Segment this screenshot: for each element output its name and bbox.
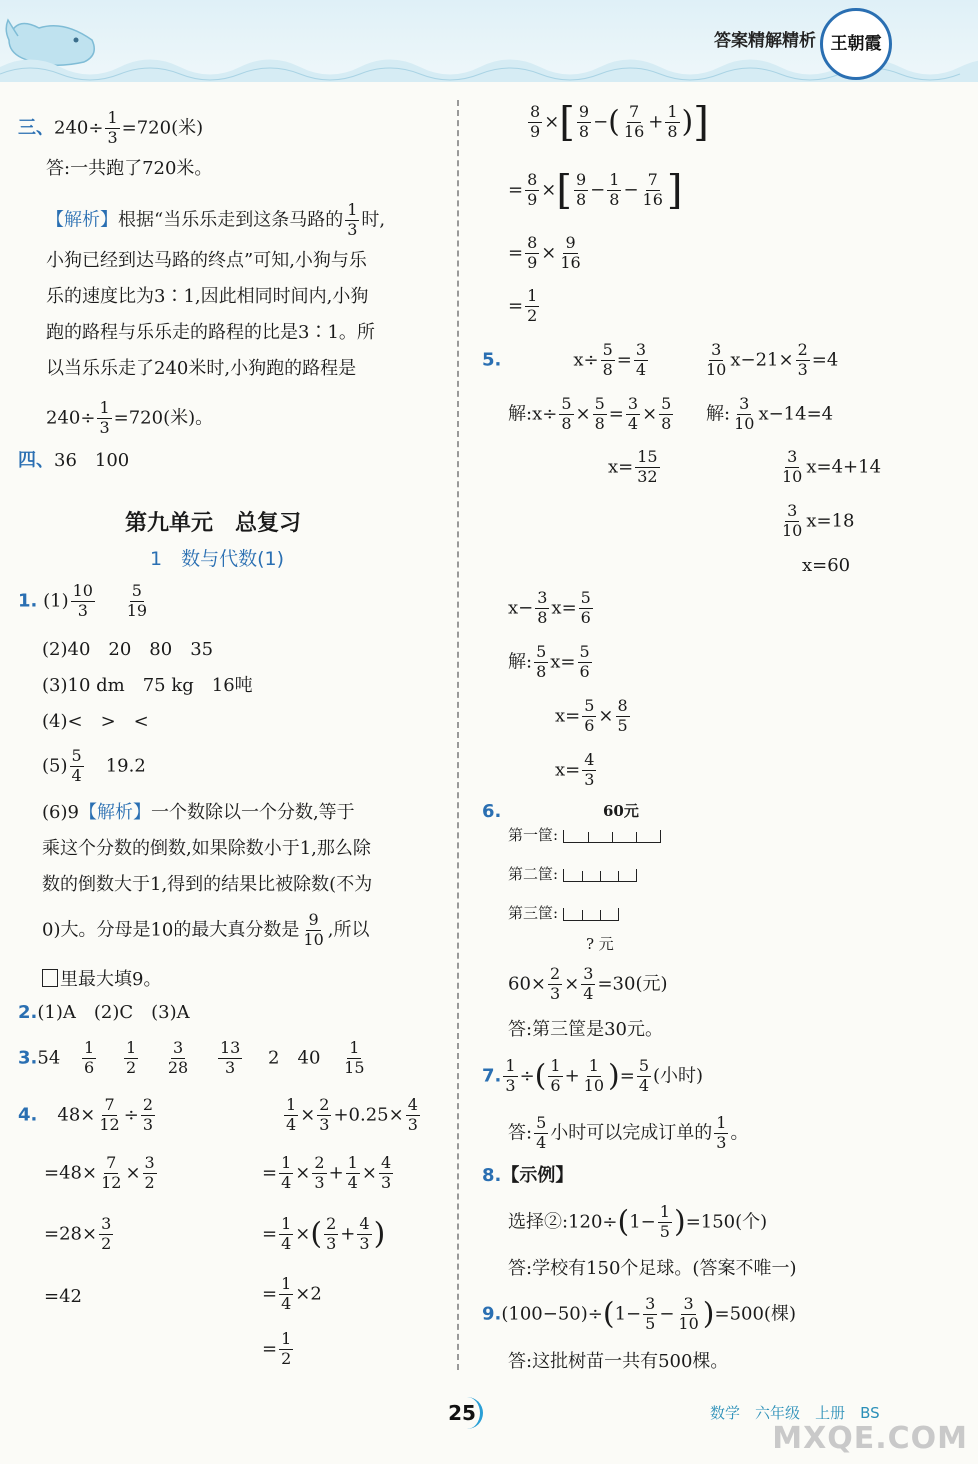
- answer-3: 三、240÷ $\frac{1}{3}$ =720(米): [18, 108, 204, 147]
- problem-5-eq-2: $\frac{3}{10}$ x−21× $\frac{2}{3}$ =4: [706, 340, 839, 379]
- problem-4-a-line-4: =42: [44, 1286, 82, 1307]
- problem-1-analysis-2: 乘这个分数的倒数,如果除数小于1,那么除: [42, 838, 371, 859]
- problem-1-analysis-5: 里最大填9。: [42, 969, 161, 989]
- page-header: [0, 0, 978, 78]
- problem-5-solve-1: 解:x÷ $\frac{5}{8}$ × $\frac{5}{8}$ = $\frac{3}{4}$ × $\frac{5}{8}$: [508, 394, 672, 433]
- problem-9-answer: 答:这批树苗一共有500棵。: [508, 1351, 729, 1372]
- problem-5-solve-1-result: x= $\frac{15}{32}$: [608, 447, 658, 486]
- calc-line-4: = $\frac{1}{2}$: [508, 286, 538, 325]
- problem-1-row-4: (4)< > <: [42, 711, 149, 732]
- problem-1-analysis-3: 数的倒数大于1,得到的结果比被除数(不为: [42, 874, 373, 895]
- problem-5-solve-2-line-2: $\frac{3}{10}$ x=4+14: [782, 447, 882, 486]
- diagram-unknown-label: ? 元: [586, 935, 614, 953]
- problem-5-solve-2-line-3: $\frac{3}{10}$ x=18: [782, 501, 855, 540]
- problem-1-row-3: (3)10 dm 75 kg 16吨: [42, 675, 253, 696]
- problem-2: 2.(1)A (2)C (3)A: [18, 1002, 190, 1023]
- problem-6-calc: 60× $\frac{2}{3}$ × $\frac{3}{4}$ =30(元): [508, 964, 668, 1003]
- fraction: $\frac{1}{3}$: [107, 108, 118, 147]
- segment-bar: [563, 908, 619, 921]
- problem-4-b-line-1: $\frac{1}{4}$ × $\frac{2}{3}$ +0.25× $\frac{4}{3}$: [286, 1095, 418, 1134]
- problem-6-answer: 答:第三筐是30元。: [508, 1019, 663, 1040]
- problem-5-eq-3-solve-2: x= $\frac{5}{6}$ × $\frac{8}{5}$: [555, 696, 628, 735]
- footer-info: 数学 六年级 上册 BS: [710, 1404, 880, 1422]
- segment-bar: [563, 869, 637, 882]
- problem-5-solve-2: 解: $\frac{3}{10}$ x−14=4: [706, 394, 834, 433]
- diagram-basket-1: 第一筐:: [508, 828, 661, 843]
- calc-line-3: = $\frac{8}{9}$ × $\frac{9}{16}$: [508, 233, 581, 272]
- answer-3-reply: 答:一共跑了720米。: [46, 158, 213, 179]
- answer-4: 四、36 100: [18, 450, 130, 471]
- problem-1-row-5: (5) $\frac{5}{4}$ 19.2: [42, 746, 146, 785]
- column-divider: [457, 100, 459, 1370]
- segment-bar: [563, 830, 661, 843]
- problem-6-number: 6.: [482, 801, 502, 822]
- brand-logo: 王朝霞: [820, 8, 892, 80]
- analysis-line-6: 240÷ $\frac{1}{3}$ =720(米)。: [46, 398, 214, 437]
- problem-7-answer: 答: $\frac{5}{4}$ 小时可以完成订单的 $\frac{1}{3}$ 。: [508, 1113, 749, 1152]
- watermark: MXQE.COM: [772, 1421, 968, 1456]
- calc-line-2: = $\frac{8}{9}$ ×[ $\frac{9}{8}$ − $\frac{1}{8}$ − $\frac{7}{16}$ ]: [508, 167, 683, 214]
- problem-4-b-line-5: = $\frac{1}{2}$: [262, 1329, 292, 1368]
- problem-1-row-6: (6)9【解析】一个数除以一个分数,等于: [42, 802, 355, 823]
- problem-7-calc: 7. $\frac{1}{3}$ ÷( $\frac{1}{6}$ + $\frac{1}{10}$ )= $\frac{5}{4}$ (小时): [482, 1056, 704, 1095]
- calc-line-1: $\frac{8}{9}$ ×[ $\frac{9}{8}$ −( $\frac{7}{16}$ + $\frac{1}{8}$ )]: [530, 99, 709, 146]
- blank-box-icon: [42, 969, 58, 987]
- analysis-line-4: 跑的路程与乐乐走的路程的比是3∶1。所: [46, 322, 375, 343]
- problem-4-b-line-2: = $\frac{1}{4}$ × $\frac{2}{3}$ + $\frac{1}{4}$ × $\frac{4}{3}$: [262, 1153, 392, 1192]
- problem-5-eq-1: 5. x÷ $\frac{5}{8}$ = $\frac{3}{4}$: [482, 340, 647, 379]
- unit-subtitle: 1 数与代数(1): [150, 548, 285, 570]
- problem-4-b-line-3: = $\frac{1}{4}$ ×( $\frac{2}{3}$ + $\frac{4}{3}$ ): [262, 1214, 386, 1253]
- problem-5-eq-3: x− $\frac{3}{8}$ x= $\frac{5}{6}$: [508, 588, 591, 627]
- diagram-basket-3: 第三筐:: [508, 906, 619, 921]
- problem-1-row-1: 1. (1) $\frac{10}{3}$ $\frac{5}{19}$: [18, 581, 148, 620]
- problem-8-answer: 答:学校有150个足球。(答案不唯一): [508, 1258, 797, 1279]
- analysis-line-5: 以当乐乐走了240米时,小狗跑的路程是: [46, 358, 357, 379]
- problem-5-eq-3-result: x= $\frac{4}{3}$: [555, 750, 595, 789]
- unit-title: 第九单元 总复习: [125, 511, 302, 536]
- page-number: 25: [444, 1397, 483, 1429]
- problem-4-b-line-4: = $\frac{1}{4}$ ×2: [262, 1274, 322, 1313]
- problem-9-calc: 9.(100−50)÷(1− $\frac{3}{5}$ − $\frac{3}{10}$ )=500(棵): [482, 1294, 796, 1333]
- problem-1-analysis-4: 0)大。分母是10的最大真分数是 $\frac{9}{10}$ ,所以: [42, 910, 370, 949]
- header-title: 答案精解精析: [714, 31, 816, 51]
- problem-4-a-line-1: 4. 48× $\frac{7}{12}$ ÷ $\frac{2}{3}$: [18, 1095, 154, 1134]
- problem-8-heading: 8.【示例】: [482, 1165, 574, 1186]
- analysis-line-1: 【解析】根据“当乐乐走到这条马路的 $\frac{1}{3}$ 时,: [46, 200, 386, 239]
- problem-8-calc: 选择②:120÷(1− $\frac{1}{5}$ )=150(个): [508, 1202, 768, 1241]
- problem-4-a-line-2: =48× $\frac{7}{12}$ × $\frac{3}{2}$: [44, 1153, 155, 1192]
- problem-5-eq-3-solve-1: 解: $\frac{5}{8}$ x= $\frac{5}{6}$: [508, 642, 590, 681]
- diagram-basket-2: 第二筐:: [508, 867, 637, 882]
- problem-3: 3.54 $\frac{1}{6}$ $\frac{1}{2}$ $\frac{3}{28}$ $\frac{13}{3}$ 2 40 $\frac{1}{15}$: [18, 1038, 365, 1077]
- analysis-line-3: 乐的速度比为3∶1,因此相同时间内,小狗: [46, 286, 369, 307]
- diagram-total-label: 60元: [603, 802, 639, 820]
- analysis-line-2: 小狗已经到达马路的终点”可知,小狗与乐: [46, 250, 367, 271]
- problem-1-row-2: (2)40 20 80 35: [42, 639, 214, 660]
- problem-4-a-line-3: =28× $\frac{3}{2}$: [44, 1214, 112, 1253]
- problem-5-solve-2-result: x=60: [802, 555, 851, 576]
